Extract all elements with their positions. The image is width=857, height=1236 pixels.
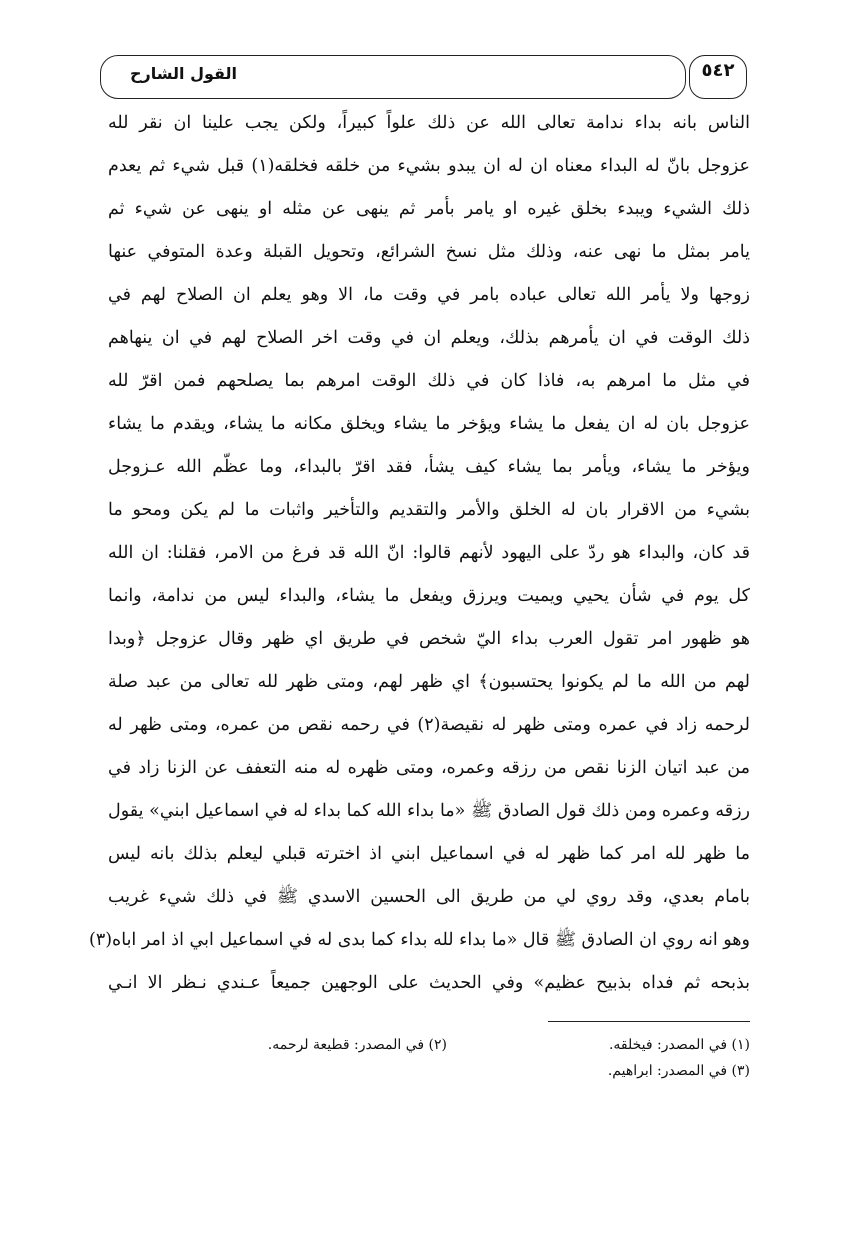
text-line-8: عزوجل بان له ان يفعل ما يشاء ويؤخر ما يشاء ويخلق مكانه ما يشاء، ويقدم ما يشاء	[108, 414, 750, 434]
text-line-7: في مثل ما امرهم به، فاذا كان في ذلك الوقت امرهم بما يصلحهم فمن اقرّ لله	[108, 371, 750, 391]
footnote-3: (٣) في المصدر: ابراهيم.	[607, 1063, 750, 1079]
running-header-title: القول الشارح	[130, 64, 238, 83]
text-line-9: ويؤخر ما يشاء، ويأمر بما يشاء كيف يشأ، فقد اقرّ بالبداء، وما عظّم الله عـزوجل	[108, 457, 750, 477]
text-line-5: زوجها ولا يأمر الله تعالى عباده بامر في وقت ما، الا وهو يعلم ان الصلاح لهم في	[108, 285, 750, 305]
text-line-11: قد كان، والبداء هو ردّ على اليهود لأنهم قالوا: انّ الله قد فرغ من الامر، فقلنا: ان الله	[108, 543, 750, 563]
text-line-1: الناس بانه بداء ندامة تعالى الله عن ذلك علواً كبيراً، ولكن يجب علينا ان نقر لله	[108, 113, 750, 133]
text-line-4: يامر بمثل ما نهى عنه، وذلك مثل نسخ الشرائع، وتحويل القبلة وعدة المتوفي عنها	[108, 242, 750, 262]
text-line-10: بشيء من الاقرار بان له الخلق والأمر والتقديم والتأخير واثبات ما لم يكن ومحو ما	[108, 500, 750, 520]
text-line-15: لرحمه زاد في عمره ومتى ظهر له نقيصة(٢) في رحمه نقص من عمره، ومتى ظهر له	[108, 715, 750, 735]
text-line-18: ما ظهر لله امر كما ظهر له في اسماعيل ابني اذ اخترته قبلي ليعلم بذلك بانه ليس	[108, 844, 750, 864]
footnote-separator	[548, 1021, 750, 1022]
text-line-19: بامام بعدي، وقد روي لي من طريق الى الحسين الاسدي ﷺ في ذلك شيء غريب	[108, 887, 750, 907]
text-line-2: عزوجل بانّ له البداء معناه ان له ان يبدو بشيء من خلقه فخلقه(١) قبل شيء ثم يعدم	[108, 156, 750, 176]
text-line-13: هو ظهور امر تقول العرب بداء اليّ شخص في طريق اي ظهر وقال عزوجل ﴿وبدا	[108, 629, 750, 649]
footnote-2: (٢) في المصدر: قطيعة لرحمه.	[267, 1037, 447, 1053]
body-text	[89, 102, 750, 1005]
text-line-16: من عبد اتيان الزنا نقص من رزقه وعمره، ومتى ظهره له منه التعفف عن الزنا زاد في	[108, 758, 750, 778]
footnote-1: (١) في المصدر: فيخلقه.	[608, 1037, 750, 1053]
text-line-17: رزقه وعمره ومن ذلك قول الصادق ﷺ «ما بداء الله كما بداء له في اسماعيل ابني» يقول	[108, 801, 750, 821]
text-line-21: بذبحه ثم فداه بذبيح عظيم» وفي الحديث على الوجهين جميعاً عـندي نـظر الا انـي	[108, 973, 750, 993]
text-line-14: لهم من الله ما لم يكونوا يحتسبون﴾ اي ظهر لهم، ومتى ظهر لله تعالى من عبد صلة	[108, 672, 750, 692]
text-line-6: ذلك الوقت في ان يأمرهم بذلك، ويعلم ان في وقت اخر الصلاح لهم في ان ينهاهم	[108, 328, 750, 348]
text-line-12: كل يوم في شأن يحيي ويميت ويرزق ويفعل ما يشاء، والبداء ليس من ندامة، وانما	[108, 586, 750, 606]
text-line-20: وهو انه روي ان الصادق ﷺ قال «ما بداء لله بداء كما بدى له في اسماعيل ابي اذ امر اباه(٣)	[89, 930, 750, 950]
page-number: ٥٤٢	[701, 60, 735, 81]
text-line-3: ذلك الشيء ويبدء بخلق غيره او يامر بأمر ثم ينهى عن مثله او ينهى عن شيء ثم	[108, 199, 750, 219]
